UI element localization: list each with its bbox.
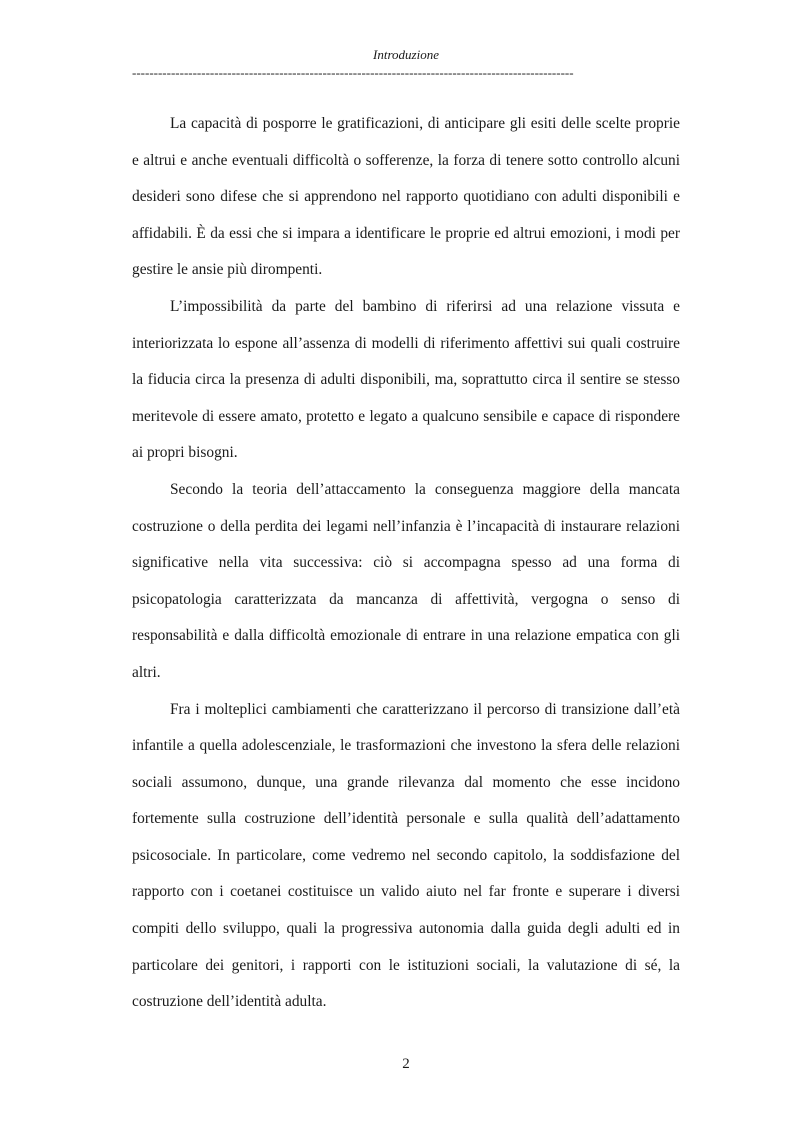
page-number: 2: [402, 1056, 410, 1072]
running-header: Introduzione: [373, 47, 439, 62]
paragraph-3: Secondo la teoria dell’attaccamento la conseguenza maggiore della mancata costruzione o della perdita dei legami nell’infanzia è l’incapacità di instaurare relazioni significative nella vita successiva: ciò si accompagna spesso ad una forma di psicopatologia caratterizzata da mancanza di affettività, vergogna o senso di responsabilità e dalla difficoltà emozionale di entrare in una relazione empatica con gli altri.: [132, 480, 680, 681]
paragraph-2: L’impossibilità da parte del bambino di riferirsi ad una relazione vissuta e interiorizzata lo espone all’assenza di modelli di riferimento affettivi sui quali costruire la fiducia circa la presenza di adulti disponibili, ma, soprattutto circa il sentire se stesso meritevole di essere amato, protetto e legato a qualcuno sensibile e capace di rispondere ai propri bisogni.: [132, 297, 680, 462]
body-text: [132, 106, 680, 1021]
paragraph-4: Fra i molteplici cambiamenti che caratterizzano il percorso di transizione dall’età infantile a quella adolescenziale, le trasformazioni che investono la sfera delle relazioni sociali assumono, dunque, una grande rilevanza dal momento che esse incidono fortemente sulla costruzione dell’identità personale e sulla qualità dell’adattamento psicosociale. In particolare, come vedremo nel secondo capitolo, la soddisfazione del rapporto con i coetanei costituisce un valido aiuto nel far fronte e superare i diversi compiti dello sviluppo, quali la progressiva autonomia dalla guida degli adulti ed in particolare dei genitori, i rapporti con le istituzioni sociali, la valutazione di sé, la costruzione dell’identità adulta.: [132, 700, 680, 1011]
header-dashed-rule: ------------------------------------------------------------------------------------------------------: [132, 66, 574, 80]
paragraph-1: La capacità di posporre le gratificazioni, di anticipare gli esiti delle scelte proprie e altrui e anche eventuali difficoltà o sofferenze, la forza di tenere sotto controllo alcuni desideri sono difese che si apprendono nel rapporto quotidiano con adulti disponibili e affidabili. È da essi che si impara a identificare le proprie ed altrui emozioni, i modi per gestire le ansie più dirompenti.: [132, 115, 680, 279]
